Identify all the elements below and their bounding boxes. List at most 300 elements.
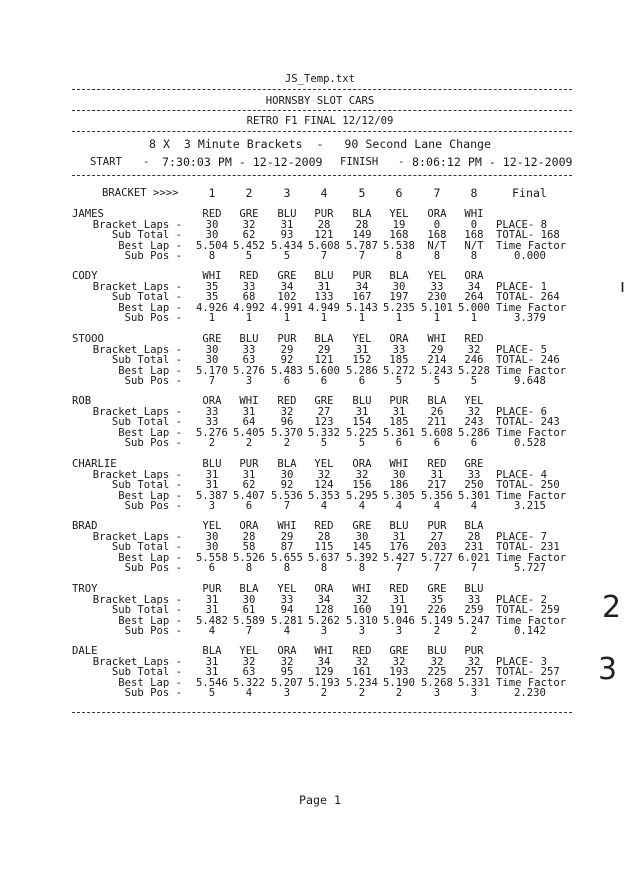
- sub-cell: 246: [464, 354, 484, 367]
- sub-cell: 250: [464, 479, 484, 492]
- sub-cell: 203: [427, 541, 447, 554]
- row-label: Best Lap -: [118, 239, 182, 252]
- best-cell: 5.286: [346, 364, 378, 377]
- best-cell: 5.305: [383, 489, 415, 502]
- best-cell: 5.361: [383, 426, 415, 439]
- best-cell: 5.276: [196, 426, 228, 439]
- row-label: Best Lap -: [118, 364, 182, 377]
- time-factor-value: 3.379: [514, 312, 546, 325]
- lanes-cell: PUR: [202, 583, 222, 595]
- sub-cell: 58: [242, 541, 256, 554]
- final-place: PLACE- 2: [496, 593, 548, 606]
- sub-cell: 94: [280, 604, 294, 617]
- best-cell: 5.234: [346, 676, 378, 689]
- best-cell: 5.276: [233, 364, 265, 377]
- best-cell: 5.207: [271, 676, 303, 689]
- laps-cell: 35: [205, 280, 219, 293]
- lanes-cell: GRE: [352, 520, 372, 532]
- pos-cell: 5: [395, 375, 403, 388]
- sub-cell: 31: [205, 479, 219, 492]
- best-cell: 5.538: [383, 239, 415, 252]
- lanes-cell: YEL: [202, 520, 222, 532]
- lanes-cell: RED: [314, 520, 334, 532]
- laps-cell: 33: [242, 280, 256, 293]
- best-cell: 5.387: [196, 489, 228, 502]
- laps-cell: 27: [317, 405, 331, 418]
- racer-name: DALE: [72, 645, 98, 657]
- lanes-cell: WHI: [239, 395, 259, 407]
- best-cell: 5.482: [196, 614, 228, 627]
- pos-cell: 7: [283, 500, 291, 513]
- laps-cell: 28: [242, 530, 256, 543]
- laps-cell: 32: [392, 655, 406, 668]
- laps-cell: 34: [467, 280, 481, 293]
- row-label: Sub Total -: [111, 291, 182, 304]
- best-cell: 5.655: [271, 551, 303, 564]
- bracket-number: 3: [283, 186, 291, 200]
- row-label: Bracket Laps -: [92, 468, 182, 481]
- pos-cell: 1: [245, 312, 253, 325]
- time-factor-value: 9.648: [514, 375, 546, 388]
- sub-cell: 93: [280, 229, 294, 242]
- laps-cell: 28: [317, 530, 331, 543]
- best-cell: 5.427: [383, 551, 415, 564]
- sub-cell: 149: [352, 229, 372, 242]
- start-dash: -: [143, 156, 150, 168]
- sub-cell: 211: [427, 416, 447, 429]
- laps-cell: 30: [392, 280, 406, 293]
- lanes-cell: BLA: [202, 645, 222, 657]
- pos-cell: 5: [208, 687, 216, 700]
- lanes-cell: BLA: [239, 583, 259, 595]
- final-place: PLACE- 8: [496, 218, 548, 231]
- final-total: TOTAL- 264: [496, 291, 560, 304]
- lanes-cell: YEL: [389, 208, 409, 220]
- lanes-cell: ORA: [427, 208, 447, 220]
- lanes-cell: ORA: [202, 395, 222, 407]
- pos-cell: 4: [320, 500, 328, 513]
- final-total: TOTAL- 243: [496, 416, 560, 429]
- best-cell: 5.504: [196, 239, 228, 252]
- best-cell: 5.589: [233, 614, 265, 627]
- sub-cell: 217: [427, 479, 447, 492]
- lanes-cell: GRE: [464, 458, 484, 470]
- best-cell: 5.608: [308, 239, 340, 252]
- lanes-cell: WHI: [314, 645, 334, 657]
- pos-cell: 7: [433, 562, 441, 575]
- row-label: Sub Total -: [111, 229, 182, 242]
- lanes-cell: RED: [427, 458, 447, 470]
- bracket-number: 1: [208, 186, 216, 200]
- sub-cell: 186: [389, 479, 409, 492]
- time-factor-label: Time Factor: [496, 426, 567, 439]
- best-cell: 5.193: [308, 676, 340, 689]
- pos-cell: 8: [395, 250, 403, 263]
- lanes-cell: BLA: [314, 333, 334, 345]
- laps-cell: 33: [430, 280, 444, 293]
- laps-cell: 29: [280, 530, 294, 543]
- laps-cell: 31: [392, 405, 406, 418]
- best-cell: 5.170: [196, 364, 228, 377]
- pos-cell: 5: [358, 437, 366, 450]
- best-cell: 5.243: [421, 364, 453, 377]
- sub-cell: 62: [242, 479, 256, 492]
- sub-cell: 231: [464, 541, 484, 554]
- pos-cell: 8: [470, 250, 478, 263]
- bracket-number: 5: [358, 186, 366, 200]
- sub-cell: 92: [280, 354, 294, 367]
- best-cell: 5.301: [458, 489, 490, 502]
- best-cell: 5.407: [233, 489, 265, 502]
- pos-cell: 2: [283, 437, 291, 450]
- pos-cell: 6: [395, 437, 403, 450]
- lanes-cell: BLU: [464, 583, 484, 595]
- time-factor-value: 2.230: [514, 687, 546, 700]
- sub-cell: 31: [205, 604, 219, 617]
- time-factor-label: Time Factor: [496, 614, 567, 627]
- final-place: PLACE- 7: [496, 530, 548, 543]
- lanes-cell: PUR: [239, 458, 259, 470]
- pos-cell: 2: [208, 437, 216, 450]
- best-cell: 5.546: [196, 676, 228, 689]
- laps-cell: 34: [355, 280, 369, 293]
- pos-cell: 7: [208, 375, 216, 388]
- pos-cell: 8: [208, 250, 216, 263]
- row-label: Bracket Laps -: [92, 593, 182, 606]
- sub-cell: 63: [242, 666, 256, 679]
- event-title: RETRO F1 FINAL 12/12/09: [246, 115, 394, 127]
- sub-cell: 123: [314, 416, 334, 429]
- pos-cell: 3: [283, 687, 291, 700]
- sub-cell: 121: [314, 229, 334, 242]
- sub-cell: 128: [314, 604, 334, 617]
- divider: [72, 712, 572, 713]
- sub-cell: 176: [389, 541, 409, 554]
- racer-name: STOOO: [72, 333, 104, 345]
- sub-cell: 230: [427, 291, 447, 304]
- pos-cell: 4: [245, 687, 253, 700]
- row-label: Best Lap -: [118, 614, 182, 627]
- pos-cell: 3: [208, 500, 216, 513]
- racer-name: CODY: [72, 270, 98, 282]
- lanes-cell: ORA: [239, 520, 259, 532]
- laps-cell: 31: [242, 405, 256, 418]
- best-cell: 5.225: [346, 426, 378, 439]
- racer-name: CHARLIE: [72, 458, 117, 470]
- laps-cell: 30: [205, 530, 219, 543]
- sub-cell: 30: [205, 229, 219, 242]
- pos-cell: 6: [470, 437, 478, 450]
- lanes-cell: BLA: [464, 520, 484, 532]
- lanes-cell: WHI: [202, 270, 222, 282]
- time-factor-value: 0.528: [514, 437, 546, 450]
- laps-cell: 0: [470, 218, 478, 231]
- lanes-cell: ORA: [389, 333, 409, 345]
- best-cell: 5.286: [458, 426, 490, 439]
- lanes-cell: BLU: [314, 270, 334, 282]
- pos-cell: 2: [395, 687, 403, 700]
- pos-cell: 8: [320, 562, 328, 575]
- sub-cell: 168: [389, 229, 409, 242]
- pos-cell: 3: [320, 625, 328, 638]
- laps-cell: 28: [355, 218, 369, 231]
- laps-cell: 33: [392, 343, 406, 356]
- racer-name: TROY: [72, 583, 98, 595]
- sub-cell: 259: [464, 604, 484, 617]
- pos-cell: 7: [245, 625, 253, 638]
- best-cell: 5.149: [421, 614, 453, 627]
- sub-cell: 31: [205, 666, 219, 679]
- pos-cell: 1: [358, 312, 366, 325]
- divider: [72, 110, 572, 111]
- lanes-cell: PUR: [427, 520, 447, 532]
- laps-cell: 32: [430, 655, 444, 668]
- pos-cell: 5: [245, 250, 253, 263]
- sub-cell: 243: [464, 416, 484, 429]
- laps-cell: 30: [205, 218, 219, 231]
- laps-cell: 30: [280, 468, 294, 481]
- finish-time: 8:06:12 PM - 12-12-2009: [412, 155, 573, 169]
- handwritten-note-3: 3: [598, 652, 618, 687]
- pos-cell: 3: [470, 687, 478, 700]
- lanes-cell: BLU: [277, 208, 297, 220]
- bracket-number: 8: [470, 186, 478, 200]
- sub-cell: 87: [280, 541, 294, 554]
- pos-cell: 4: [208, 625, 216, 638]
- laps-cell: 32: [355, 655, 369, 668]
- best-cell: 5.727: [421, 551, 453, 564]
- lanes-cell: GRE: [202, 333, 222, 345]
- row-label: Sub Pos -: [124, 625, 182, 638]
- final-total: TOTAL- 231: [496, 541, 560, 554]
- pos-cell: 1: [395, 312, 403, 325]
- lanes-cell: YEL: [464, 395, 484, 407]
- laps-cell: 31: [392, 530, 406, 543]
- laps-cell: 33: [467, 468, 481, 481]
- format-line: 8 X 3 Minute Brackets - 90 Second Lane Change: [148, 137, 492, 151]
- row-label: Sub Pos -: [124, 687, 182, 700]
- lanes-cell: GRE: [427, 583, 447, 595]
- sub-cell: 226: [427, 604, 447, 617]
- pos-cell: 6: [358, 375, 366, 388]
- pos-cell: 1: [433, 312, 441, 325]
- row-label: Sub Total -: [111, 541, 182, 554]
- pos-cell: 6: [283, 375, 291, 388]
- pos-cell: 2: [470, 625, 478, 638]
- pos-cell: 3: [433, 687, 441, 700]
- best-cell: 5.370: [271, 426, 303, 439]
- laps-cell: 32: [242, 218, 256, 231]
- time-factor-value: 5.727: [514, 562, 546, 575]
- final-total: TOTAL- 168: [496, 229, 560, 242]
- row-label: Sub Pos -: [124, 500, 182, 513]
- file-title: JS_Temp.txt: [284, 73, 356, 85]
- lanes-cell: BLU: [389, 520, 409, 532]
- laps-cell: 32: [355, 593, 369, 606]
- pos-cell: 2: [320, 687, 328, 700]
- laps-cell: 31: [430, 468, 444, 481]
- sub-cell: 185: [389, 416, 409, 429]
- lanes-cell: PUR: [314, 208, 334, 220]
- best-cell: 5.143: [346, 301, 378, 314]
- laps-cell: 32: [355, 468, 369, 481]
- row-label: Bracket Laps -: [92, 655, 182, 668]
- sub-cell: 102: [277, 291, 297, 304]
- sub-cell: 225: [427, 666, 447, 679]
- laps-cell: 29: [430, 343, 444, 356]
- sub-cell: 121: [314, 354, 334, 367]
- best-cell: 5.356: [421, 489, 453, 502]
- finish-dash: -: [398, 156, 405, 168]
- best-cell: 5.483: [271, 364, 303, 377]
- lanes-cell: PUR: [464, 645, 484, 657]
- laps-cell: 30: [392, 468, 406, 481]
- time-factor-value: 0.000: [514, 250, 546, 263]
- laps-cell: 31: [205, 593, 219, 606]
- laps-cell: 34: [280, 280, 294, 293]
- page-footer: Page 1: [299, 793, 341, 807]
- sub-cell: 193: [389, 666, 409, 679]
- time-factor-label: Time Factor: [496, 364, 567, 377]
- laps-cell: 32: [242, 655, 256, 668]
- row-label: Sub Pos -: [124, 562, 182, 575]
- best-cell: 5.558: [196, 551, 228, 564]
- laps-cell: 31: [317, 280, 331, 293]
- best-cell: 5.000: [458, 301, 490, 314]
- row-label: Bracket Laps -: [92, 218, 182, 231]
- final-place: PLACE- 5: [496, 343, 548, 356]
- final-total: TOTAL- 250: [496, 479, 560, 492]
- laps-cell: 26: [430, 405, 444, 418]
- sub-cell: 96: [280, 416, 294, 429]
- laps-cell: 33: [242, 343, 256, 356]
- row-label: Bracket Laps -: [92, 530, 182, 543]
- pos-cell: 7: [320, 250, 328, 263]
- bracket-header-label: BRACKET >>>>: [102, 187, 179, 199]
- lanes-cell: WHI: [389, 458, 409, 470]
- sub-cell: 168: [464, 229, 484, 242]
- best-cell: 4.949: [308, 301, 340, 314]
- racer-name: BRAD: [72, 520, 98, 532]
- lanes-cell: YEL: [277, 583, 297, 595]
- best-cell: 5.353: [308, 489, 340, 502]
- pos-cell: 8: [433, 250, 441, 263]
- sub-cell: 124: [314, 479, 334, 492]
- best-cell: 5.392: [346, 551, 378, 564]
- sub-cell: 167: [352, 291, 372, 304]
- laps-cell: 28: [467, 530, 481, 543]
- laps-cell: 31: [355, 405, 369, 418]
- sub-cell: 161: [352, 666, 372, 679]
- sub-cell: 214: [427, 354, 447, 367]
- pos-cell: 8: [245, 562, 253, 575]
- laps-cell: 0: [433, 218, 441, 231]
- pos-cell: 5: [320, 437, 328, 450]
- lanes-cell: BLU: [239, 333, 259, 345]
- best-cell: 5.247: [458, 614, 490, 627]
- laps-cell: 32: [280, 405, 294, 418]
- sub-cell: 64: [242, 416, 256, 429]
- final-header: Final: [512, 186, 547, 200]
- club-title: HORNSBY SLOT CARS: [265, 95, 375, 107]
- sub-cell: 30: [205, 541, 219, 554]
- laps-cell: 32: [467, 343, 481, 356]
- pos-cell: 6: [433, 437, 441, 450]
- final-place: PLACE- 1: [496, 280, 548, 293]
- laps-cell: 32: [317, 468, 331, 481]
- lanes-cell: BLA: [427, 395, 447, 407]
- sub-cell: 160: [352, 604, 372, 617]
- lanes-cell: GRE: [389, 645, 409, 657]
- pos-cell: 1: [208, 312, 216, 325]
- time-factor-label: Time Factor: [496, 239, 567, 252]
- pos-cell: 5: [433, 375, 441, 388]
- laps-cell: 29: [280, 343, 294, 356]
- final-place: PLACE- 3: [496, 655, 548, 668]
- best-cell: 4.926: [196, 301, 228, 314]
- lanes-cell: RED: [202, 208, 222, 220]
- lanes-cell: WHI: [427, 333, 447, 345]
- lanes-cell: ORA: [314, 583, 334, 595]
- lanes-cell: GRE: [277, 270, 297, 282]
- laps-cell: 31: [355, 343, 369, 356]
- pos-cell: 4: [395, 500, 403, 513]
- laps-cell: 34: [317, 593, 331, 606]
- row-label: Best Lap -: [118, 551, 182, 564]
- sub-cell: 264: [464, 291, 484, 304]
- sub-cell: 35: [205, 291, 219, 304]
- row-label: Sub Pos -: [124, 250, 182, 263]
- laps-cell: 27: [430, 530, 444, 543]
- sub-cell: 62: [242, 229, 256, 242]
- best-cell: N/T: [464, 239, 484, 252]
- pos-cell: 2: [433, 625, 441, 638]
- lanes-cell: RED: [277, 395, 297, 407]
- lanes-cell: PUR: [389, 395, 409, 407]
- laps-cell: 35: [430, 593, 444, 606]
- lanes-cell: YEL: [427, 270, 447, 282]
- sub-cell: 197: [389, 291, 409, 304]
- best-cell: 5.332: [308, 426, 340, 439]
- time-factor-label: Time Factor: [496, 551, 567, 564]
- row-label: Sub Pos -: [124, 375, 182, 388]
- row-label: Sub Total -: [111, 354, 182, 367]
- best-cell: 5.262: [308, 614, 340, 627]
- row-label: Bracket Laps -: [92, 405, 182, 418]
- best-cell: 5.331: [458, 676, 490, 689]
- lanes-cell: BLU: [202, 458, 222, 470]
- laps-cell: 33: [467, 593, 481, 606]
- handwritten-tick: ı: [620, 276, 626, 297]
- start-time: 7:30:03 PM - 12-12-2009: [162, 155, 323, 169]
- lanes-cell: YEL: [352, 333, 372, 345]
- finish-label: FINISH: [340, 156, 379, 168]
- pos-cell: 4: [283, 625, 291, 638]
- pos-cell: 8: [358, 562, 366, 575]
- sub-cell: 257: [464, 666, 484, 679]
- pos-cell: 8: [283, 562, 291, 575]
- best-cell: 5.281: [271, 614, 303, 627]
- lanes-cell: RED: [464, 333, 484, 345]
- laps-cell: 29: [317, 343, 331, 356]
- row-label: Best Lap -: [118, 489, 182, 502]
- pos-cell: 4: [433, 500, 441, 513]
- lanes-cell: YEL: [314, 458, 334, 470]
- final-total: TOTAL- 246: [496, 354, 560, 367]
- lanes-cell: YEL: [239, 645, 259, 657]
- lanes-cell: WHI: [352, 583, 372, 595]
- lanes-cell: WHI: [277, 520, 297, 532]
